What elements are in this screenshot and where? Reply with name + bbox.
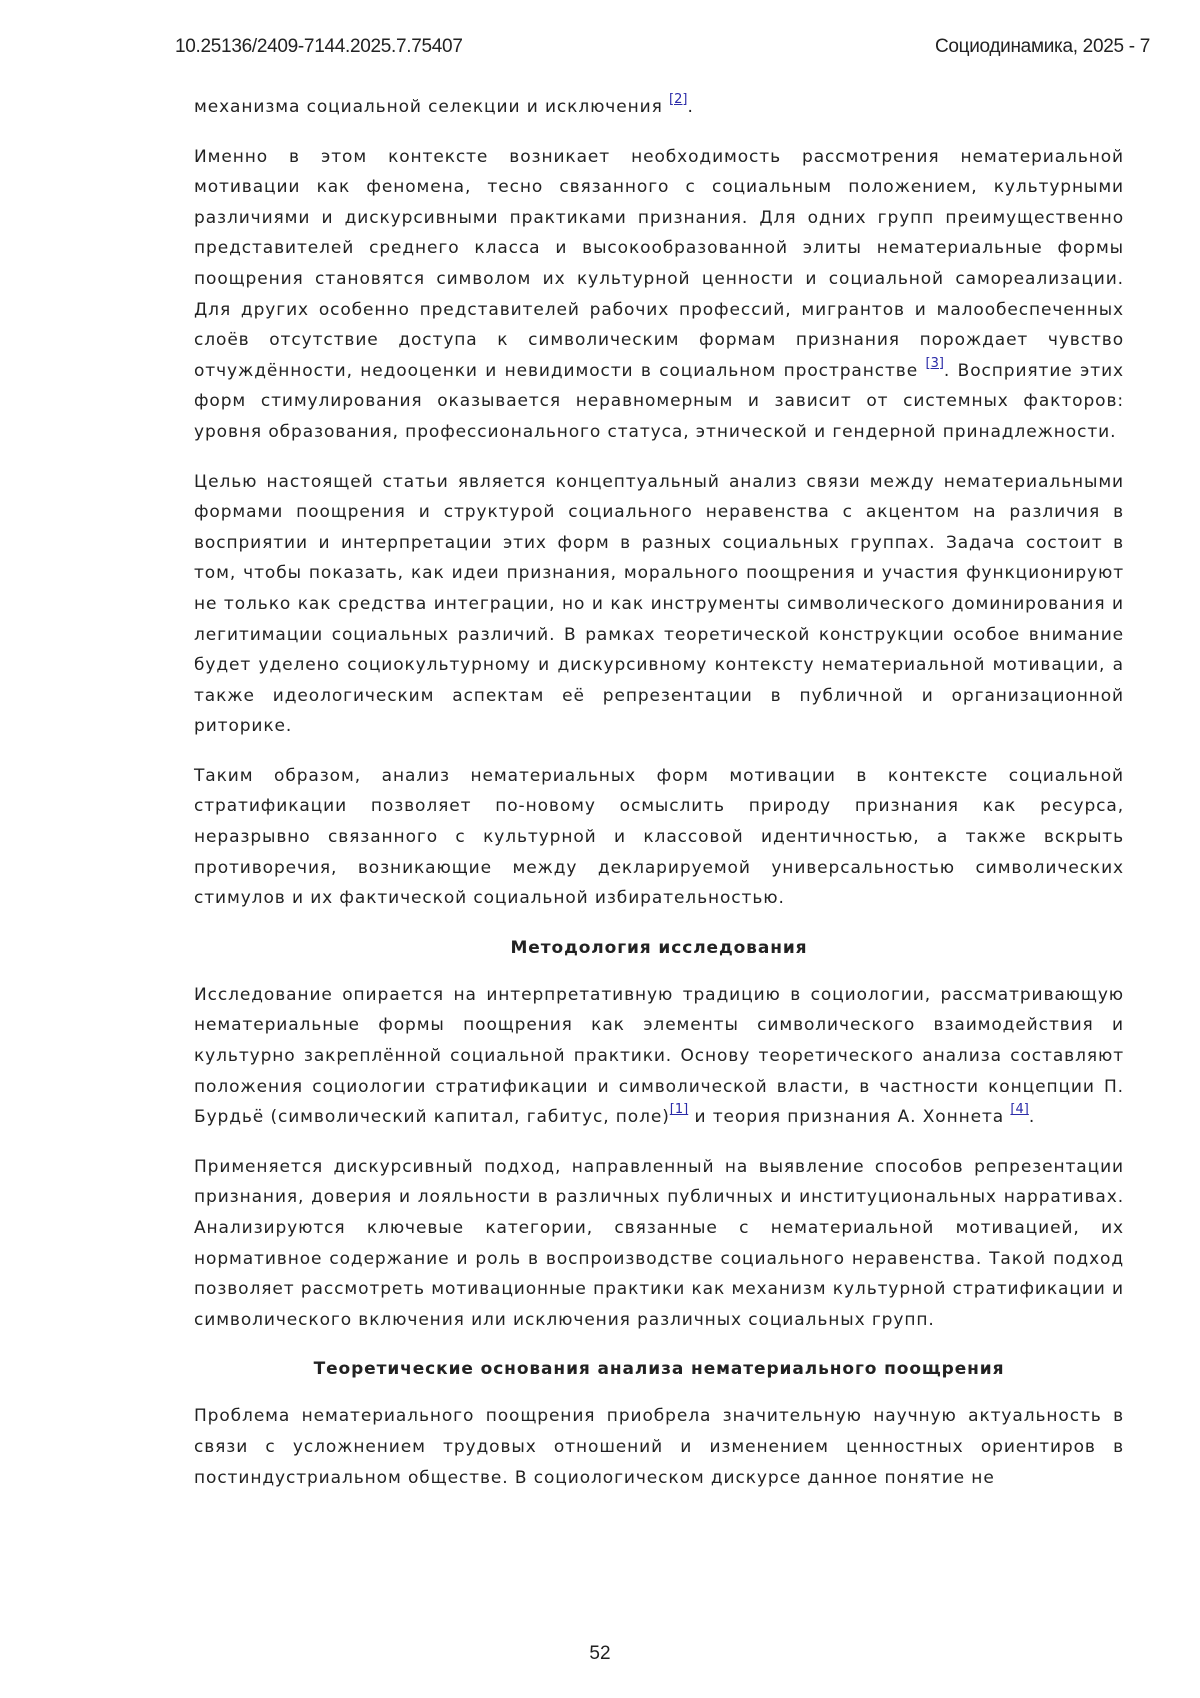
paragraph-4: Таким образом, анализ нематериальных форм мотивации в контексте социальной стратификации позволяет по-новому осмыслить природу признания как ресурса, неразрывно связанного с культурной и классовой идентичностью, а также вскрыть противоречия, возникающие между декларируемой универсальностью символических стимулов и их фактической социальной избирательностью. — [194, 761, 1124, 914]
citation-link-4[interactable]: [4] — [1010, 1102, 1028, 1117]
section-heading-theory: Теоретические основания анализа нематериального поощрения — [194, 1354, 1124, 1384]
paragraph-5-text-b: и теория признания А. Хоннета — [688, 1107, 1010, 1127]
paragraph-1-text: механизма социальной селекции и исключения — [194, 97, 669, 117]
article-body — [194, 92, 1124, 1512]
paragraph-2-text-b: . Восприятие этих форм стимулирования оказывается неравномерным и зависит от системных факторов: уровня образования, профессионального статуса, этнической и гендерной принадлежности. — [194, 361, 1124, 442]
citation-link-3[interactable]: [3] — [926, 356, 944, 371]
page-number: 52 — [0, 1643, 1200, 1665]
document-page — [0, 0, 1200, 1698]
paragraph-3: Целью настоящей статьи является концептуальный анализ связи между нематериальными формами поощрения и структурой социального неравенства с акцентом на различия в восприятии и интерпретации этих форм в разных социальных группах. Задача состоит в том, чтобы показать, как идеи признания, морального поощрения и участия функционируют не только как средства интеграции, но и как инструменты символического доминирования и легитимации социальных различий. В рамках теоретической конструкции особое внимание будет уделено социокультурному и дискурсивному контексту нематериальной мотивации, а также идеологическим аспектам её репрезентации в публичной и организационной риторике. — [194, 467, 1124, 742]
paragraph-1-end: . — [687, 97, 693, 117]
paragraph-5-end: . — [1029, 1107, 1035, 1127]
doi-label: 10.25136/2409-7144.2025.7.75407 — [175, 36, 463, 58]
section-heading-methodology: Методология исследования — [194, 933, 1124, 963]
paragraph-7: Проблема нематериального поощрения приобрела значительную научную актуальность в связи с усложнением трудовых отношений и изменением ценностных ориентиров в постиндустриальном обществе. В социологическом дискурсе данное понятие не — [194, 1401, 1124, 1493]
citation-link-1[interactable]: [1] — [670, 1102, 688, 1117]
paragraph-1 — [194, 92, 1124, 123]
paragraph-2-text-a: Именно в этом контексте возникает необходимость рассмотрения нематериальной мотивации как феномена, тесно связанного с социальным положением, культурными различиями и дискурсивными практиками признания. Для одних групп преимущественно представителей среднего класса и высокообразованной элиты нематериальные формы поощрения становятся символом их культурной ценности и социальной самореализации. Для других особенно представителей рабочих профессий, мигрантов и малообеспеченных слоёв отсутствие доступа к символическим формам признания порождает чувство отчуждённости, недооценки и невидимости в социальном пространстве — [194, 147, 1124, 381]
page-header — [175, 36, 1150, 60]
citation-link-2[interactable]: [2] — [669, 92, 687, 107]
paragraph-2 — [194, 142, 1124, 448]
paragraph-5-text-a: Исследование опирается на интерпретативную традицию в социологии, рассматривающую нематериальные формы поощрения как элементы символического взаимодействия и культурно закреплённой социальной практики. Основу теоретического анализа составляют положения социологии стратификации и символической власти, в частности концепции П. Бурдьё (символический капитал, габитус, поле) — [194, 985, 1124, 1127]
journal-label: Социодинамика, 2025 - 7 — [935, 36, 1150, 58]
paragraph-6: Применяется дискурсивный подход, направленный на выявление способов репрезентации признания, доверия и лояльности в различных публичных и институциональных нарративах. Анализируются ключевые категории, связанные с нематериальной мотивацией, их нормативное содержание и роль в воспроизводстве социального неравенства. Такой подход позволяет рассмотреть мотивационные практики как механизм культурной стратификации и символического включения или исключения различных социальных групп. — [194, 1152, 1124, 1336]
paragraph-5 — [194, 980, 1124, 1133]
